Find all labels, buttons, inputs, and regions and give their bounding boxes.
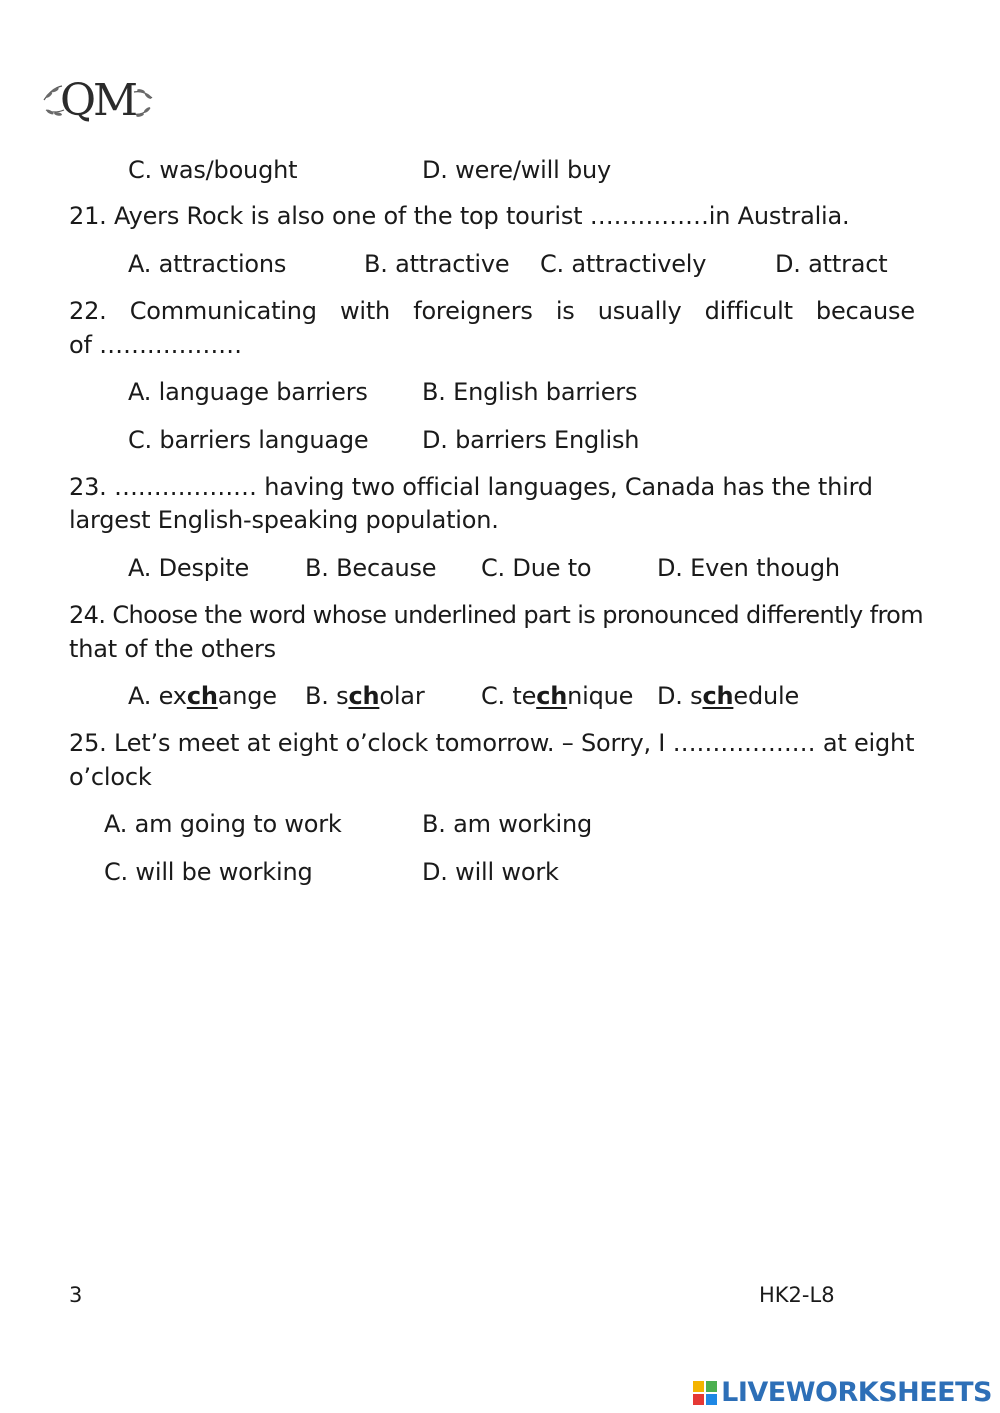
q21-stem: 21. Ayers Rock is also one of the top tourist ……………in Australia. xyxy=(69,202,850,230)
q22-word: with xyxy=(339,297,391,325)
document-code: HK2-L8 xyxy=(759,1283,835,1307)
q24-option-c xyxy=(481,679,633,713)
q23-stem-line1: 23. ……………… having two official languages, Canada has the third xyxy=(69,473,873,501)
q22-word: is xyxy=(555,297,575,325)
blocks-icon xyxy=(693,1381,717,1405)
q25-stem-line1: 25. Let’s meet at eight o’clock tomorrow. – Sorry, I ……………… at eight xyxy=(69,729,915,757)
underlined-part: ch xyxy=(702,682,734,710)
liveworksheets-logo[interactable] xyxy=(693,1376,992,1410)
q20-option-d: D. were/will buy xyxy=(422,156,612,184)
q21-option-a: A. attractions xyxy=(128,250,287,278)
logo-text: QM xyxy=(59,75,136,126)
q22-word: Communicating xyxy=(129,297,317,325)
q25-option-d: D. will work xyxy=(422,858,559,886)
option-prefix: A. ex xyxy=(128,682,187,710)
q25-option-b: B. am working xyxy=(422,810,593,838)
underlined-part: ch xyxy=(186,682,218,710)
q20-option-c: C. was/bought xyxy=(128,156,298,184)
q22-word: foreigners xyxy=(413,297,533,325)
q24-stem-line1: 24. Choose the word whose underlined part is pronounced differently from xyxy=(69,601,924,629)
underlined-part: ch xyxy=(348,682,380,710)
q25-option-a: A. am going to work xyxy=(104,810,342,838)
q22-stem-line1 xyxy=(69,294,915,328)
q23-option-d: D. Even though xyxy=(657,554,840,582)
q22-option-a: A. language barriers xyxy=(128,378,368,406)
q21-option-d: D. attract xyxy=(775,250,888,278)
qm-logo xyxy=(40,70,155,132)
q21-option-c: C. attractively xyxy=(540,250,707,278)
q22-stem-line2: of ……………… xyxy=(69,331,242,359)
option-prefix: D. s xyxy=(657,682,703,710)
underlined-part: ch xyxy=(536,682,568,710)
q23-option-c: C. Due to xyxy=(481,554,592,582)
q25-option-c: C. will be working xyxy=(104,858,313,886)
q22-option-c: C. barriers language xyxy=(128,426,369,454)
q24-option-d xyxy=(657,679,799,713)
q24-option-a xyxy=(128,679,277,713)
option-suffix: olar xyxy=(379,682,425,710)
q22-option-b: B. English barriers xyxy=(422,378,638,406)
q22-option-d: D. barriers English xyxy=(422,426,640,454)
option-suffix: ange xyxy=(217,682,277,710)
q22-word: because xyxy=(815,297,915,325)
q23-option-b: B. Because xyxy=(305,554,437,582)
option-suffix: edule xyxy=(733,682,800,710)
q22-word: 22. xyxy=(69,297,107,325)
q24-stem-line2: that of the others xyxy=(69,635,276,663)
q22-word: usually xyxy=(597,297,682,325)
q21-option-b: B. attractive xyxy=(364,250,510,278)
option-suffix: nique xyxy=(567,682,634,710)
q23-option-a: A. Despite xyxy=(128,554,250,582)
option-prefix: C. te xyxy=(481,682,537,710)
q25-stem-line2: o’clock xyxy=(69,763,152,791)
q23-stem-line2: largest English-speaking population. xyxy=(69,506,499,534)
brand-text: LIVEWORKSHEETS xyxy=(721,1377,992,1408)
q24-option-b xyxy=(305,679,425,713)
q22-word: difficult xyxy=(704,297,793,325)
page-number: 3 xyxy=(69,1283,83,1307)
option-prefix: B. s xyxy=(305,682,349,710)
